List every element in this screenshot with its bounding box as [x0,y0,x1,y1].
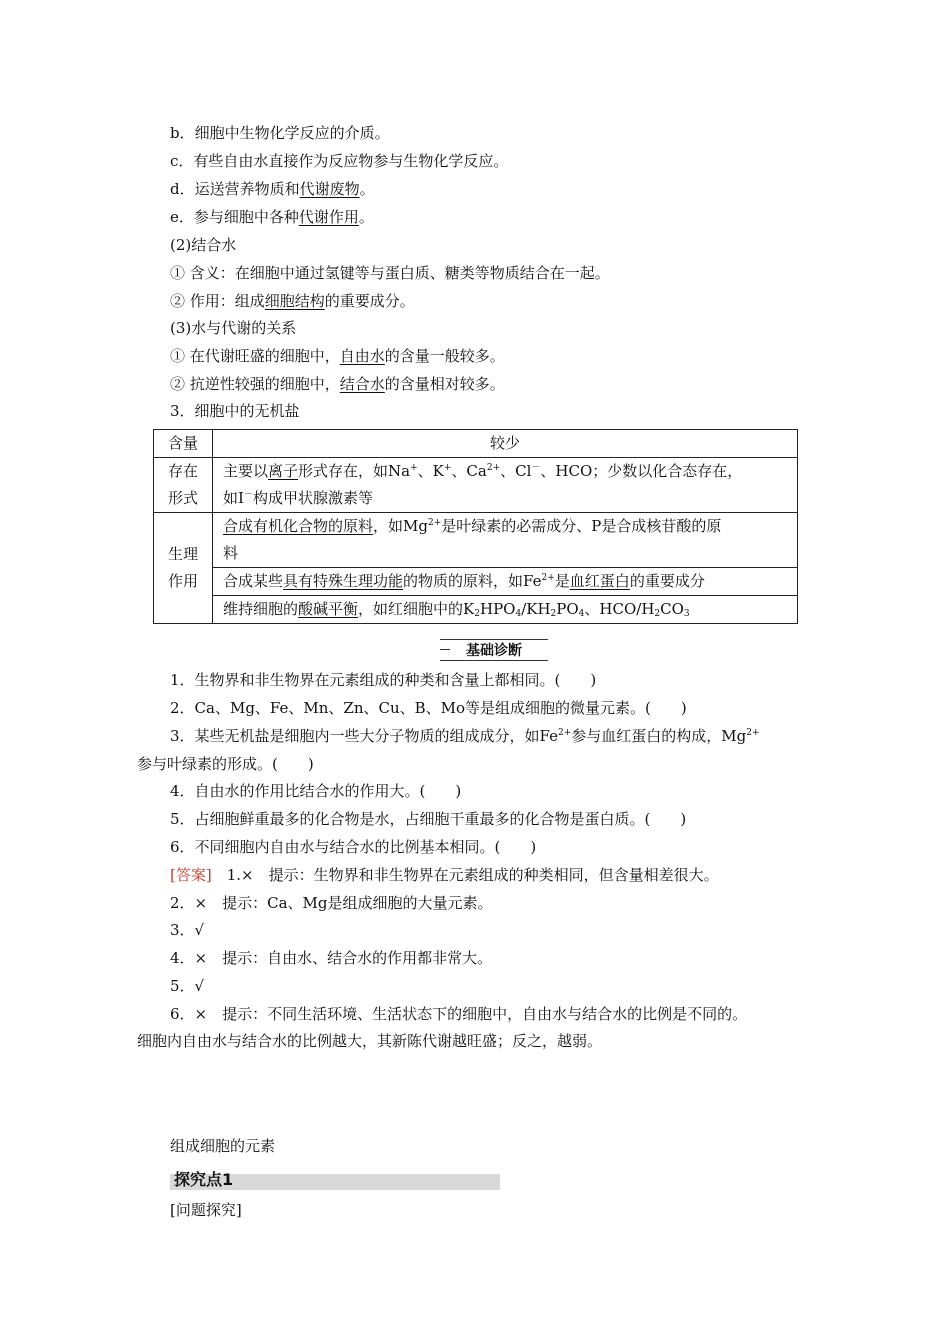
diagnosis-question-1: 1．生物界和非生物界在元素组成的种类和含量上都相同。( ) [170,671,597,689]
physiology-row-3-text-a: 维持细胞的 [223,600,299,618]
answer-tag: [答案] [170,866,212,884]
inorganic-salt-heading: 3．细胞中的无机盐 [170,402,300,420]
table-row [154,513,798,568]
question-explore-tag: [问题探究] [170,1201,242,1219]
content-label-cell: 含量 [154,430,213,458]
table-row [154,568,798,596]
explore-point-label: 探究点1 [174,1170,234,1189]
form-text-d: 、Ca [451,462,487,480]
form-keyword-ion: 离子 [268,462,299,480]
bound-water-role [170,291,415,311]
form-sup-ca: 2+ [486,463,501,473]
water-metabolism-point-2-text: ② 抗逆性较强的细胞中， [170,375,340,393]
section-title: 组成细胞的元素 [170,1137,276,1155]
free-water-item-d-keyword: 代谢废物 [299,180,360,198]
physiology-row-2-text-d: 的重要成分 [629,572,705,590]
water-metabolism-point-1-text: ① 在代谢旺盛的细胞中， [170,347,340,365]
free-water-item-e-end: 。 [358,208,374,226]
physiology-row-2-text-a: 合成某些 [223,572,284,590]
physiology-row-3-sub-2: 4 [515,609,522,619]
form-label-cell [154,458,213,513]
form-text-f: 、HCO；少数以化合态存在， [540,462,743,480]
free-water-item-d-end: 。 [359,180,375,198]
bound-water-heading: (2)结合水 [170,236,237,254]
form-value-cell [213,458,798,513]
diagnosis-question-5: 5．占细胞鲜重最多的化合物是水，占细胞干重最多的化合物是蛋白质。( ) [170,810,687,828]
form-text-g: 如I [223,489,244,507]
physiology-label-line-1: 生理 [167,545,198,563]
physiology-row-1-text-b: 是叶绿素的必需成分、P是合成核苷酸的原 [441,517,722,535]
physiology-row-3-sub-4: 4 [578,609,585,619]
physiology-row-2-text-c: 是 [554,572,570,590]
free-water-item-e-keyword: 代谢作用 [298,208,359,226]
content-value-cell: 较少 [213,430,798,458]
physiology-row-3-text-g: CO [660,600,684,618]
answer-6-continued: 细胞内自由水与结合水的比例越大，其新陈代谢越旺盛；反之，越弱。 [137,1032,603,1050]
free-water-item-d [170,179,375,199]
answer-5: 5．√ [170,977,205,995]
diagnosis-question-3-sup-mg: 2+ [746,728,760,738]
free-water-item-e-text: e．参与细胞中各种 [170,208,299,226]
form-text-a: 主要以 [223,462,269,480]
free-water-item-d-text: d．运送营养物质和 [170,180,300,198]
form-sup-k: + [443,463,452,473]
water-metabolism-point-1-keyword: 自由水 [339,347,385,365]
inorganic-salt-table [153,429,798,624]
physiology-row-3-text-d: /KH [521,600,551,618]
water-metabolism-point-2-keyword: 结合水 [339,375,385,393]
bound-water-role-text: ② 作用：组成 [170,292,265,310]
answer-2: 2．× 提示：Ca、Mg是组成细胞的大量元素。 [170,894,493,912]
water-metabolism-point-2 [170,374,505,394]
diagnosis-question-3-continued: 参与叶绿素的形成。( ) [137,755,314,773]
bound-water-role-end: 的重要成分。 [324,292,415,310]
diagnosis-question-3-text-a: 3．某些无机盐是细胞内一些大分子物质的组成成分，如Fe [170,727,559,745]
form-sup-i: － [243,490,253,500]
physiology-row-3-keyword: 酸碱平衡 [298,600,359,618]
diagnosis-question-3-text-b: 参与血红蛋白的构成，Mg [571,727,747,745]
table-row [154,430,798,458]
physiology-row-2-keyword-2: 血红蛋白 [569,572,630,590]
physiology-row-3-cell [213,596,798,624]
diagnosis-banner-label: 基础诊断 [460,640,528,660]
physiology-row-3-sub-5: 2 [654,609,661,619]
physiology-row-1-cell [213,513,798,568]
physiology-row-3-sub-3: 2 [550,609,557,619]
physiology-row-2-sup: 2+ [541,573,555,583]
physiology-row-3-sub-1: 2 [474,609,480,619]
bound-water-meaning: ① 含义：在细胞中通过氢键等与蛋白质、糖类等物质结合在一起。 [170,264,610,282]
physiology-row-3-text-b: ，如红细胞中的K [358,600,475,618]
physiology-row-3-text-e: PO [556,600,579,618]
diagnosis-question-3-sup-fe: 2+ [558,728,572,738]
form-text-h: 构成甲状腺激素等 [252,489,373,507]
diagnosis-question-2: 2．Ca、Mg、Fe、Mn、Zn、Cu、B、Mo等是组成细胞的微量元素。( ) [170,699,687,717]
physiology-row-2-text-b: 的物质的原料，如Fe [403,572,542,590]
answer-1 [170,865,719,885]
diagnosis-question-4: 4．自由水的作用比结合水的作用大。( ) [170,782,462,800]
physiology-label-line-2: 作用 [167,572,198,590]
physiology-row-2-cell [213,568,798,596]
form-label-line-1: 存在 [167,462,198,480]
water-metabolism-heading: (3)水与代谢的关系 [170,319,297,337]
diagnosis-banner [440,639,548,661]
form-sup-na: + [410,463,418,473]
physiology-row-1-sup: 2+ [427,518,442,528]
physiology-row-2-keyword-1: 具有特殊生理功能 [283,572,404,590]
physiology-label-cell [154,513,213,624]
physiology-row-1-text-c: 料 [223,544,239,562]
form-label-line-2: 形式 [167,489,198,507]
free-water-item-e [170,207,374,227]
water-metabolism-point-2-end: 的含量相对较多。 [384,375,505,393]
answer-1-text: 1.× 提示：生物界和非生物界在元素组成的种类相同，但含量相差很大。 [211,866,719,884]
physiology-row-3-sub-6: 3 [683,609,690,619]
physiology-row-1-keyword: 合成有机化合物的原料 [223,517,374,535]
physiology-row-1-text-a: ，如Mg [373,517,428,535]
physiology-row-3-text-f: 、HCO/H [584,600,655,618]
physiology-row-3-text-c: HPO [479,600,516,618]
bound-water-role-keyword: 细胞结构 [264,292,325,310]
table-row [154,596,798,624]
diagnosis-question-6: 6．不同细胞内自由水与结合水的比例基本相同。( ) [170,838,537,856]
form-sup-cl: － [531,463,541,473]
answer-4: 4．× 提示：自由水、结合水的作用都非常大。 [170,949,493,967]
water-metabolism-point-1 [170,346,505,366]
free-water-item-c: c．有些自由水直接作为反应物参与生物化学反应。 [170,152,509,170]
answer-3: 3．√ [170,921,205,939]
form-text-b: 形式存在，如Na [298,462,411,480]
form-text-c: 、K [417,462,444,480]
water-metabolism-point-1-end: 的含量一般较多。 [384,347,505,365]
diagnosis-question-3 [170,726,760,746]
form-text-e: 、Cl [500,462,532,480]
answer-6: 6．× 提示：不同生活环境、生活状态下的细胞中，自由水与结合水的比例是不同的。 [170,1005,748,1023]
table-row [154,458,798,513]
free-water-item-b: b．细胞中生物化学反应的介质。 [170,124,390,142]
